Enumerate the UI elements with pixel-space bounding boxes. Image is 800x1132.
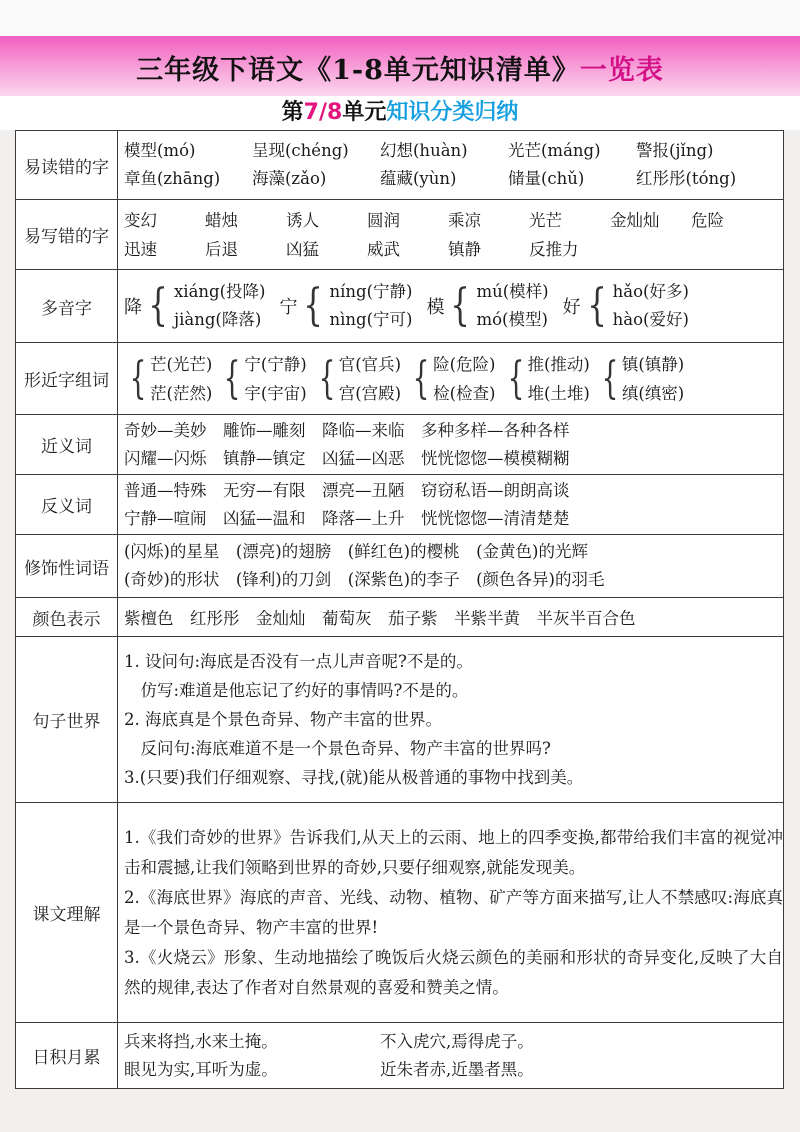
knowledge-table xyxy=(15,130,784,1089)
similar-word: 宇(宇宙) xyxy=(244,383,307,403)
antonym-line: 普通—特殊 无穷—有限 漂亮—丑陋 窃窃私语—朗朗高谈 xyxy=(124,480,570,500)
polyphonic-group xyxy=(563,278,689,334)
row-content xyxy=(118,475,784,535)
miswrite-word: 乘凉 xyxy=(448,210,481,230)
similar-word: 芒(光芒) xyxy=(150,354,213,374)
similar-word: 检(检查) xyxy=(433,383,496,403)
row-label: 形近字组词 xyxy=(16,343,118,415)
misread-word: 幻想(huàn) xyxy=(380,141,468,160)
row-understanding xyxy=(16,803,784,1023)
row-content xyxy=(118,415,784,475)
row-similar-chars xyxy=(16,343,784,415)
sentence-line: 1. 设问句:海底是否没有一点儿声音呢?不是的。 xyxy=(124,652,473,671)
similar-word: 险(危险) xyxy=(433,354,496,374)
similar-word: 宁(宁静) xyxy=(244,354,307,374)
miswrite-word: 金灿灿 xyxy=(610,210,660,230)
poly-reading: mó(模型) xyxy=(476,310,548,329)
polyphonic-group xyxy=(279,278,412,334)
sentence-line: 反问句:海底难道不是一个景色奇异、物产丰富的世界吗? xyxy=(124,739,551,758)
proverb: 兵来将挡,水来土掩。 xyxy=(124,1031,278,1051)
row-sentences xyxy=(16,637,784,803)
brace-icon: { xyxy=(303,280,324,331)
row-antonyms xyxy=(16,475,784,535)
row-label: 日积月累 xyxy=(16,1023,118,1089)
similar-group xyxy=(218,350,306,408)
poly-reading: hào(爱好) xyxy=(612,310,689,329)
subtitle-prefix: 第 xyxy=(281,100,304,125)
subtitle-unit-number: 7/8 xyxy=(303,100,343,125)
similar-word: 茫(茫然) xyxy=(150,383,213,403)
similar-group xyxy=(124,350,212,408)
brace-icon: { xyxy=(318,352,336,404)
misread-list xyxy=(124,137,783,193)
brace-icon: { xyxy=(601,352,619,404)
misread-word: 呈现(chéng) xyxy=(252,141,349,160)
row-content xyxy=(118,200,784,270)
row-easy-miswrite xyxy=(16,200,784,270)
misread-word: 警报(jǐng) xyxy=(636,141,714,160)
similar-char-list xyxy=(124,350,783,408)
similar-group xyxy=(313,350,401,408)
sentence-line: 3.(只要)我们仔细观察、寻找,(就)能从极普通的事物中找到美。 xyxy=(124,768,584,787)
modifier-line: (奇妙)的形状 (锋利)的刀剑 (深紫色)的李子 (颜色各异)的羽毛 xyxy=(124,570,605,589)
brace-icon: { xyxy=(507,352,524,404)
similar-word: 推(推动) xyxy=(527,354,590,374)
poly-reading: jiàng(降落) xyxy=(174,310,262,329)
page-title xyxy=(0,48,800,87)
poly-char: 模 xyxy=(426,297,445,318)
proverb: 眼见为实,耳听为虚。 xyxy=(124,1059,278,1079)
polyphonic-group xyxy=(124,278,265,334)
synonym-line: 闪耀—闪烁 镇静—镇定 凶猛—凶恶 恍恍惚惚—模模糊糊 xyxy=(124,448,570,468)
miswrite-word: 反推力 xyxy=(529,239,579,259)
subtitle-topic: 知识分类归纳 xyxy=(386,100,519,125)
misread-word: 蕴藏(yùn) xyxy=(380,169,457,188)
row-label: 易读错的字 xyxy=(16,131,118,200)
similar-group xyxy=(596,350,684,408)
row-modifiers xyxy=(16,535,784,598)
similar-word: 官(官兵) xyxy=(338,354,402,374)
synonym-line: 奇妙—美妙 雕饰—雕刻 降临—来临 多种多样—各种各样 xyxy=(124,420,570,440)
similar-group xyxy=(502,350,590,408)
row-content xyxy=(118,343,784,415)
row-label: 颜色表示 xyxy=(16,598,118,637)
row-label: 课文理解 xyxy=(16,803,118,1023)
row-label: 近义词 xyxy=(16,415,118,475)
row-content xyxy=(118,131,784,200)
row-content xyxy=(118,1023,784,1089)
miswrite-word: 迅速 xyxy=(124,239,157,259)
miswrite-word: 变幻 xyxy=(124,210,157,230)
brace-icon: { xyxy=(412,352,430,404)
row-label: 句子世界 xyxy=(16,637,118,803)
misread-word: 光芒(máng) xyxy=(508,141,601,160)
row-label: 反义词 xyxy=(16,475,118,535)
section-subtitle xyxy=(0,96,800,130)
poly-reading: hǎo(好多) xyxy=(612,282,689,301)
subtitle-unit: 单元 xyxy=(342,100,387,125)
brace-icon: { xyxy=(148,280,168,331)
miswrite-word: 危险 xyxy=(691,210,724,230)
proverb: 近朱者赤,近墨者黑。 xyxy=(380,1059,534,1079)
row-content xyxy=(118,270,784,343)
row-content xyxy=(118,637,784,803)
title-banner xyxy=(0,36,800,98)
miswrite-word: 诱人 xyxy=(286,210,319,230)
row-polyphonic xyxy=(16,270,784,343)
sentence-line: 2. 海底真是个景色奇异、物产丰富的世界。 xyxy=(124,710,442,729)
row-colors xyxy=(16,598,784,637)
row-label: 易写错的字 xyxy=(16,200,118,270)
poly-reading: mú(模样) xyxy=(476,282,549,301)
proverb: 不入虎穴,焉得虎子。 xyxy=(380,1031,534,1051)
miswrite-word: 后退 xyxy=(205,239,238,259)
row-label: 修饰性词语 xyxy=(16,535,118,598)
title-main: 三年级下语文《1-8单元知识清单》 xyxy=(136,55,580,86)
misread-word: 储量(chǔ) xyxy=(508,169,585,188)
row-content xyxy=(118,535,784,598)
antonym-line: 宁静—喧闹 凶猛—温和 降落—上升 恍恍惚惚—清清楚楚 xyxy=(124,508,570,528)
poly-char: 好 xyxy=(562,297,581,318)
row-easy-misread xyxy=(16,131,784,200)
similar-word: 缜(缜密) xyxy=(621,383,685,403)
miswrite-word: 圆润 xyxy=(367,210,400,230)
poly-char: 降 xyxy=(124,297,142,318)
row-content: 紫檀色 红彤彤 金灿灿 葡萄灰 茄子紫 半紫半黄 半灰半百合色 xyxy=(118,598,784,637)
modifier-line: (闪烁)的星星 (漂亮)的翅膀 (鲜红色)的樱桃 (金黄色)的光辉 xyxy=(124,542,588,561)
misread-word: 海藻(zǎo) xyxy=(252,169,327,188)
row-label: 多音字 xyxy=(16,270,118,343)
miswrite-word: 蜡烛 xyxy=(205,210,238,230)
miswrite-word: 光芒 xyxy=(529,210,562,230)
understanding-paragraph: 3.《火烧云》形象、生动地描绘了晚饭后火烧云颜色的美丽和形状的奇异变化,反映了大自然的规律,表达了作者对自然景观的喜爱和赞美之情。 xyxy=(124,947,783,997)
similar-word: 堆(土堆) xyxy=(527,383,590,403)
poly-reading: nìng(宁可) xyxy=(329,310,413,329)
miswrite-list xyxy=(124,206,783,264)
title-accent: 一览表 xyxy=(579,55,664,86)
understanding-paragraph: 1.《我们奇妙的世界》告诉我们,从天上的云雨、地上的四季变换,都带给我们丰富的视觉冲击和震撼,让我们领略到世界的奇妙,只要仔细观察,就能发现美。 xyxy=(124,827,783,877)
similar-word: 镇(镇静) xyxy=(621,354,685,374)
misread-word: 模型(mó) xyxy=(124,141,196,160)
top-band xyxy=(0,0,800,36)
brace-icon: { xyxy=(223,352,241,404)
brace-icon: { xyxy=(450,280,471,331)
sentence-line: 仿写:难道是他忘记了约好的事情吗?不是的。 xyxy=(124,681,469,700)
misread-word: 章鱼(zhāng) xyxy=(124,169,221,188)
row-synonyms xyxy=(16,415,784,475)
miswrite-word: 威武 xyxy=(367,239,400,259)
poly-char: 宁 xyxy=(279,297,298,318)
miswrite-word: 镇静 xyxy=(448,239,481,259)
polyphonic-group xyxy=(426,278,548,334)
understanding-paragraph: 2.《海底世界》海底的声音、光线、动物、植物、矿产等方面来描写,让人不禁感叹:海底真是一个景色奇异、物产丰富的世界! xyxy=(124,887,783,937)
similar-group xyxy=(407,350,495,408)
poly-reading: xiáng(投降) xyxy=(174,282,266,301)
brace-icon: { xyxy=(586,280,607,331)
misread-word: 红彤彤(tóng) xyxy=(636,169,737,188)
polyphonic-list xyxy=(124,274,783,338)
miswrite-word: 凶猛 xyxy=(286,239,319,259)
poly-reading: níng(宁静) xyxy=(329,282,413,301)
similar-word: 宫(宫殿) xyxy=(338,383,402,403)
row-content xyxy=(118,803,784,1023)
row-daily-accumulation xyxy=(16,1023,784,1089)
brace-icon: { xyxy=(129,352,147,404)
